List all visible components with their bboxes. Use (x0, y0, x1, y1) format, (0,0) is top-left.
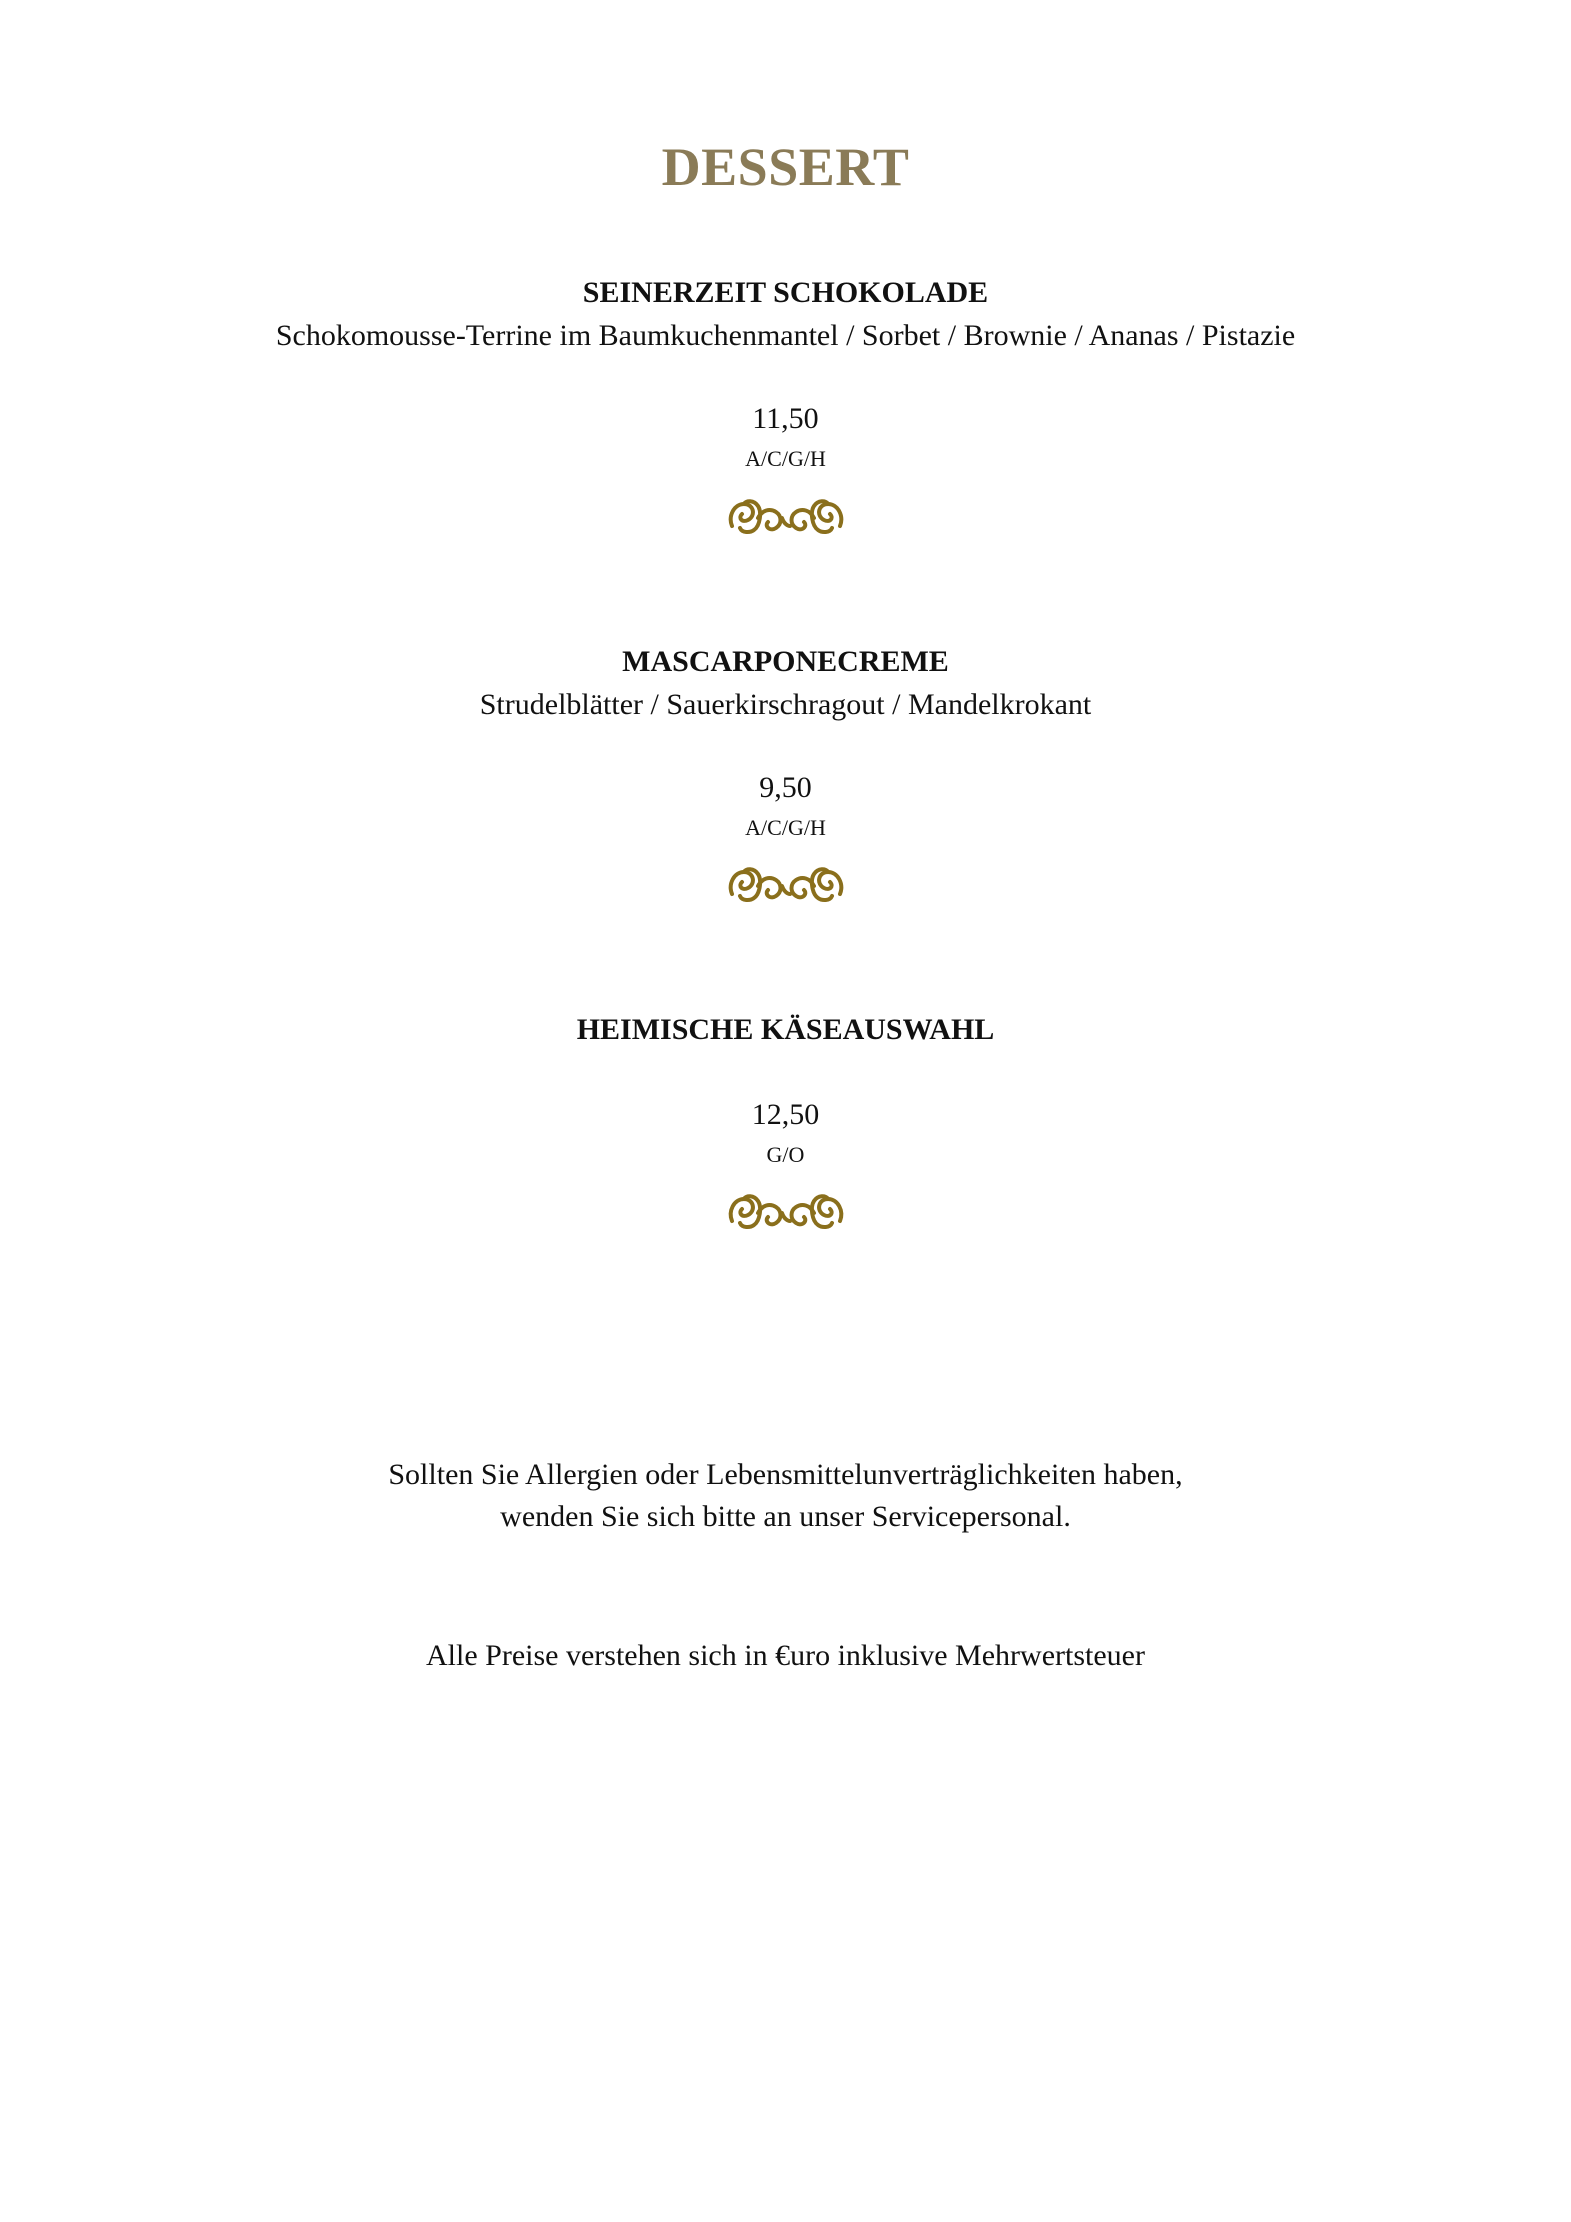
dish-description: Schokomousse-Terrine im Baumkuchenmantel / Sorbet / Brownie / Ananas / Pistazie (275, 319, 1296, 352)
allergy-notice-line-1: Sollten Sie Allergien oder Lebensmittelunverträglichkeiten haben, (388, 1458, 1183, 1491)
floral-flourish-icon (0, 864, 1571, 908)
dish-description: Strudelblätter / Sauerkirschragout / Mandelkrokant (479, 688, 1092, 721)
dish-name: HEIMISCHE KÄSEAUSWAHL (576, 1013, 995, 1046)
allergy-notice-line-2: wenden Sie sich bitte an unser Servicepersonal. (500, 1500, 1071, 1533)
dish-name: MASCARPONECREME (622, 645, 949, 678)
dish-name: SEINERZEIT SCHOKOLADE (582, 276, 989, 309)
dish-price: 9,50 (759, 771, 812, 804)
dish-allergens: A/C/G/H (745, 815, 826, 840)
dish-allergens: G/O (766, 1142, 805, 1167)
prices-note: Alle Preise verstehen sich in €uro inklusive Mehrwertsteuer (426, 1639, 1145, 1672)
page-title: DESSERT (661, 137, 910, 197)
dish-allergens: A/C/G/H (745, 446, 826, 471)
dish-price: 12,50 (751, 1098, 820, 1131)
floral-flourish-icon (0, 496, 1571, 540)
floral-flourish-icon (0, 1191, 1571, 1235)
dish-price: 11,50 (752, 402, 819, 435)
